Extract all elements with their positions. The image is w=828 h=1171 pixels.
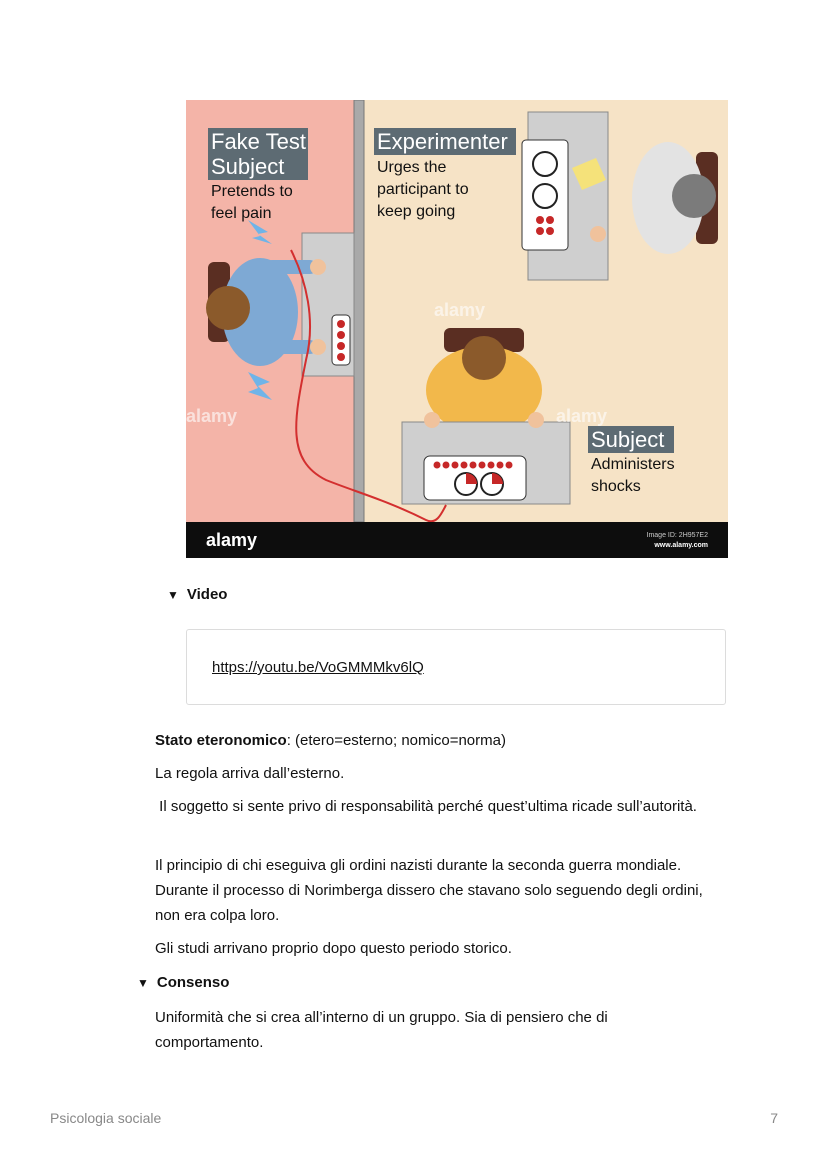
paragraph-stato-eteronomico — [155, 728, 715, 753]
subject-hand — [528, 412, 544, 428]
gauge-icon — [533, 184, 557, 208]
fake-subject-head — [206, 286, 250, 330]
term-definition: : (etero=esterno; nomico=norma) — [286, 732, 506, 749]
panel-light — [536, 227, 544, 235]
fake-subject-hand — [310, 259, 326, 275]
consenso-toggle[interactable] — [137, 974, 229, 991]
page-number: 7 — [770, 1110, 778, 1126]
panel-light — [337, 320, 345, 328]
paragraph: La regola arriva dall’esterno. — [155, 765, 345, 782]
experimenter-hand — [590, 226, 606, 242]
panel-light — [337, 353, 345, 361]
video-toggle-label: Video — [186, 586, 228, 603]
triangle-down-icon: ▼ — [137, 975, 149, 990]
panel-light — [337, 331, 345, 339]
fake-subject-title-1: Fake Test — [211, 129, 306, 154]
paragraph: Il soggetto si sente privo di responsabilità perché quest’ultima ricade sull’autorità. — [155, 798, 697, 815]
fake-subject-arm — [266, 260, 316, 274]
panel-light — [546, 216, 554, 224]
consenso-toggle-label: Consenso — [156, 974, 230, 991]
subject-desc-1: Administers — [591, 456, 675, 473]
dividing-wall — [354, 100, 364, 522]
experimenter-desc-2: participant to — [377, 181, 469, 198]
panel-light — [546, 227, 554, 235]
fake-subject-desc-1: Pretends to — [211, 183, 293, 200]
paragraph: Uniformità che si crea all’interno di un gruppo. Sia di pensiero che di comportamento. — [155, 1009, 608, 1051]
alamy-logo: alamy — [206, 530, 258, 550]
term-bold: Stato eteronomico — [155, 732, 287, 749]
video-toggle[interactable] — [167, 586, 227, 603]
subject-head — [462, 336, 506, 380]
watermark-text: alamy — [186, 406, 238, 426]
video-link[interactable]: https://youtu.be/VoGMMMkv6lQ — [212, 659, 424, 676]
image-site: www.alamy.com — [654, 542, 708, 549]
image-footer-bar — [186, 522, 728, 558]
panel-light — [536, 216, 544, 224]
paragraph: Gli studi arrivano proprio dopo questo periodo storico. — [155, 940, 512, 957]
fake-subject-hand — [310, 339, 326, 355]
experimenter-desc-3: keep going — [377, 203, 456, 220]
subject-desc-2: shocks — [591, 478, 641, 495]
footer-title: Psicologia sociale — [50, 1110, 162, 1126]
watermark-text: alamy — [434, 300, 486, 320]
subject-hand — [424, 412, 440, 428]
milgram-experiment-figure — [186, 100, 728, 558]
gauge-icon — [533, 152, 557, 176]
watermark-text: alamy — [556, 406, 608, 426]
subject-title: Subject — [591, 427, 665, 452]
paragraph: Il principio di chi eseguiva gli ordini nazisti durante la seconda guerra mondiale. Durante il processo di Norimberga dissero che stavano solo seguendo degli ordini, non era colpa loro. — [155, 857, 703, 924]
video-embed-box — [186, 629, 726, 705]
shock-switches — [434, 462, 513, 469]
triangle-down-icon: ▼ — [167, 587, 179, 602]
panel-light — [337, 342, 345, 350]
experimenter-desc-1: Urges the — [377, 159, 447, 176]
image-id: Image ID: 2H957E2 — [646, 532, 708, 539]
fake-subject-desc-2: feel pain — [211, 205, 272, 222]
fake-subject-title-2: Subject — [211, 154, 285, 179]
experimenter-title: Experimenter — [377, 129, 508, 154]
experimenter-head — [672, 174, 716, 218]
